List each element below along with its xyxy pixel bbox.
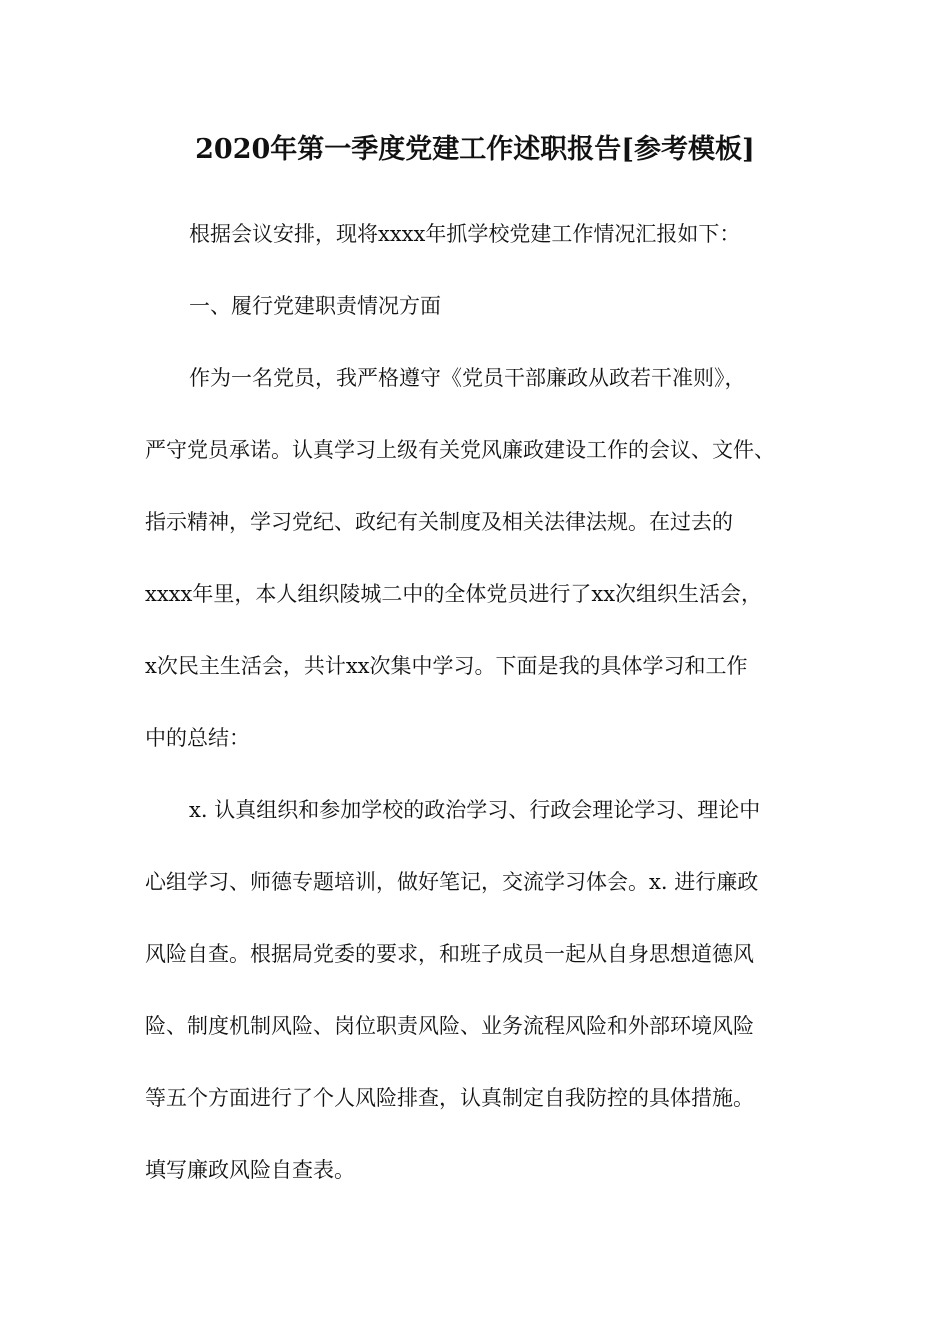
paragraph-party-duty [145,342,817,774]
paragraph-line: 心组学习、师德专题培训，做好笔记，交流学习体会。x. 进行廉政 [145,870,759,894]
paragraph-line: 一、履行党建职责情况方面 [189,294,441,318]
paragraph-line: 严守党员承诺。认真学习上级有关党风廉政建设工作的会议、文件、 [145,438,775,462]
paragraph-line: 作为一名党员，我严格遵守《党员干部廉政从政若干准则》， [189,366,746,390]
document-title: 2020年第一季度党建工作述职报告[参考模板] [195,134,755,165]
document-body [145,198,817,1206]
paragraph-line: xxxx年里，本人组织陵城二中的全体党员进行了xx次组织生活会， [145,582,763,606]
paragraph-line: x. 认真组织和参加学校的政治学习、行政会理论学习、理论中 [189,798,761,822]
paragraph-study-and-risk [145,774,817,1206]
paragraph-line: 中的总结： [145,726,250,750]
paragraph-line: 根据会议安排，现将xxxx年抓学校党建工作情况汇报如下： [189,222,741,246]
section-heading [145,270,817,342]
paragraph-intro [145,198,817,270]
paragraph-line: 等五个方面进行了个人风险排查，认真制定自我防控的具体措施。 [145,1086,754,1110]
paragraph-line: 风险自查。根据局党委的要求，和班子成员一起从自身思想道德风 [145,942,754,966]
paragraph-line: 险、制度机制风险、岗位职责风险、业务流程风险和外部环境风险 [145,1014,754,1038]
paragraph-line: x次民主生活会，共计xx次集中学习。下面是我的具体学习和工作 [145,654,748,678]
paragraph-line: 填写廉政风险自查表。 [145,1158,355,1182]
paragraph-line: 指示精神，学习党纪、政纪有关制度及相关法律法规。在过去的 [145,510,733,534]
